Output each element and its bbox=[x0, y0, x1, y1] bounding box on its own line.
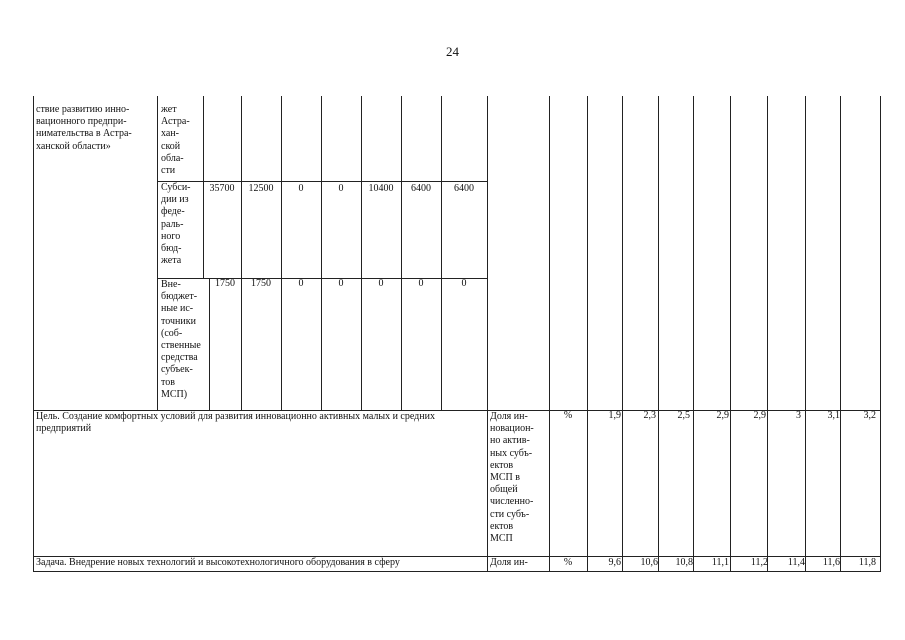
goal-text: Цель. Создание комфортных условий для развития инновационно активных малых и средних предприятий bbox=[36, 411, 435, 435]
table-vertical-rule bbox=[658, 96, 659, 572]
table-vertical-rule bbox=[805, 96, 806, 572]
table-vertical-rule bbox=[587, 96, 588, 572]
goal-value-1: 1,9 bbox=[608, 410, 621, 421]
task-value-5: 11,2 bbox=[750, 557, 768, 568]
task-value-7: 11,6 bbox=[822, 557, 840, 568]
table-vertical-rule bbox=[241, 96, 242, 410]
table-vertical-rule bbox=[361, 96, 362, 410]
page-number: 24 bbox=[446, 44, 459, 59]
federal-value-year-6: 6400 bbox=[454, 183, 474, 194]
goal-unit: % bbox=[563, 410, 573, 421]
offbudget-value-year-5: 0 bbox=[418, 278, 424, 289]
goal-value-4: 2,9 bbox=[716, 410, 729, 421]
table-vertical-rule bbox=[33, 96, 34, 572]
task-indicator: Доля ин- bbox=[490, 557, 528, 568]
table-horizontal-rule bbox=[157, 181, 487, 182]
federal-value-year-5: 6400 bbox=[411, 183, 431, 194]
task-value-4: 11,1 bbox=[711, 557, 729, 568]
table-vertical-rule bbox=[549, 96, 550, 572]
task-text: Задача. Внедрение новых технологий и высокотехнологичного оборудования в сферу bbox=[36, 557, 400, 568]
offbudget-value-year-6: 0 bbox=[461, 278, 467, 289]
federal-value-year-3: 0 bbox=[338, 183, 344, 194]
task-value-3: 10,8 bbox=[675, 557, 693, 568]
table-vertical-rule bbox=[487, 96, 488, 572]
table-vertical-rule bbox=[281, 96, 282, 410]
goal-value-3: 2,5 bbox=[677, 410, 690, 421]
funding-source-off-budget: Вне- бюджет- ные ис- точники (соб- ственные средства субъек- тов МСП) bbox=[161, 279, 201, 400]
table-vertical-rule bbox=[321, 96, 322, 410]
goal-value-5: 2,9 bbox=[753, 410, 766, 421]
task-value-6: 11,4 bbox=[787, 557, 805, 568]
federal-value-year-1: 12500 bbox=[248, 183, 274, 194]
federal-value-year-4: 10400 bbox=[368, 183, 394, 194]
funding-source-federal-subsidies: Субси- дии из феде- раль- ного бюд- жета bbox=[161, 182, 191, 267]
federal-value-total: 35700 bbox=[209, 183, 235, 194]
task-value-8: 11,8 bbox=[858, 557, 876, 568]
table-vertical-rule bbox=[209, 278, 210, 410]
goal-value-8: 3,2 bbox=[863, 410, 876, 421]
table-vertical-rule bbox=[157, 96, 158, 410]
goal-value-6: 3 bbox=[796, 410, 801, 421]
table-vertical-rule bbox=[730, 96, 731, 572]
task-unit: % bbox=[563, 557, 573, 568]
table-vertical-rule bbox=[880, 96, 881, 572]
table-vertical-rule bbox=[767, 96, 768, 572]
offbudget-value-year-3: 0 bbox=[338, 278, 344, 289]
funding-source-regional-budget: жет Астра- хан- ской обла- сти bbox=[161, 104, 190, 177]
goal-value-2: 2,3 bbox=[643, 410, 656, 421]
table-horizontal-rule bbox=[33, 571, 880, 572]
federal-value-year-2: 0 bbox=[298, 183, 304, 194]
table-vertical-rule bbox=[840, 96, 841, 572]
table-vertical-rule bbox=[622, 96, 623, 572]
goal-value-7: 3,1 bbox=[827, 410, 840, 421]
task-value-2: 10,6 bbox=[640, 557, 658, 568]
offbudget-value-year-4: 0 bbox=[378, 278, 384, 289]
offbudget-value-year-1: 1750 bbox=[251, 278, 271, 289]
offbudget-value-total: 1750 bbox=[215, 278, 235, 289]
goal-indicator: Доля ин- новацион- но актив- ных субъ- ектов МСП в общей численно- сти субъ- ектов МСП bbox=[490, 411, 534, 545]
offbudget-value-year-2: 0 bbox=[298, 278, 304, 289]
table-vertical-rule bbox=[693, 96, 694, 572]
table-vertical-rule bbox=[441, 96, 442, 410]
program-description: ствие развитию инно- вационного предпри- нимательства в Астра- ханской области» bbox=[36, 104, 132, 152]
table-vertical-rule bbox=[401, 96, 402, 410]
task-value-1: 9,6 bbox=[608, 557, 621, 568]
